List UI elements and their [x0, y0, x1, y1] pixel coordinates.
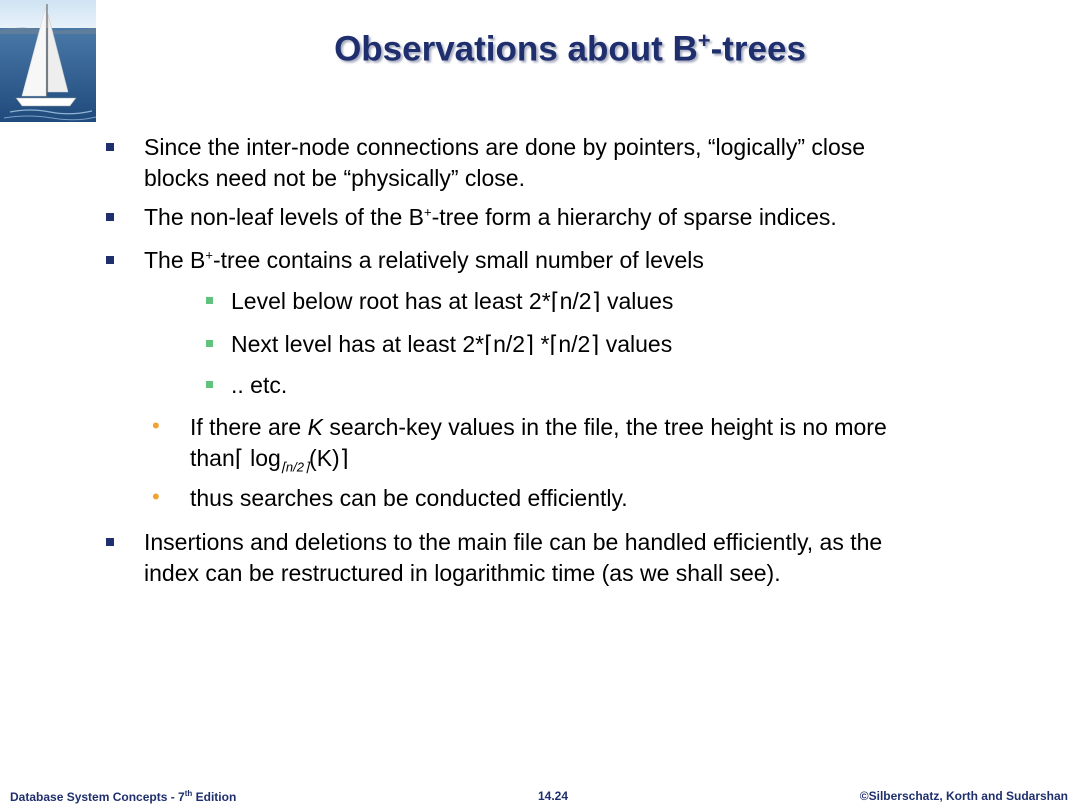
footer-right: ©Silberschatz, Korth and Sudarshan — [859, 789, 1068, 803]
sub-bullet-2: Next level has at least 2*⌈n/2⌉ *⌈n/2⌉ values — [231, 331, 673, 357]
sub-bullet-square-icon — [206, 297, 213, 304]
bullet-square-icon — [106, 538, 114, 546]
sub-bullet-3: .. etc. — [231, 372, 288, 398]
bullet-square-icon — [106, 213, 114, 221]
footer-page-number: 14.24 — [538, 789, 569, 803]
footer-left: Database System Concepts - 7th Edition — [10, 789, 237, 804]
sub-bullet-square-icon — [206, 381, 213, 388]
bullet-2: The non-leaf levels of the B+-tree form a hierarchy of sparse indices. — [144, 204, 837, 230]
bullet-4-line-2: index can be restructured in logarithmic time (as we shall see). — [144, 560, 781, 586]
orange-bullet-2: thus searches can be conducted efficiently. — [190, 485, 628, 511]
bullet-dot-icon: • — [152, 484, 160, 509]
bullet-4-line-1: Insertions and deletions to the main file can be handled efficiently, as the — [144, 529, 883, 555]
bullet-square-icon — [106, 256, 114, 264]
orange-bullet-1-line-1: If there are K search-key values in the file, the tree height is no more — [190, 414, 887, 440]
sub-bullet-1: Level below root has at least 2*⌈n/2⌉ values — [231, 288, 674, 314]
bullet-1-line-1: Since the inter-node connections are done by pointers, “logically” close — [144, 134, 866, 160]
bullet-3: The B+-tree contains a relatively small number of levels — [144, 247, 704, 273]
slide-title: Observations about B+-trees — [334, 28, 806, 69]
orange-bullet-1-line-2: than⌈ $\log_{⌈n/2⌉}(K)⌉$ — [190, 445, 349, 475]
bullet-square-icon — [106, 143, 114, 151]
bullet-dot-icon: • — [152, 413, 160, 438]
bullet-1-line-2: blocks need not be “physically” close. — [144, 165, 525, 191]
sub-bullet-square-icon — [206, 340, 213, 347]
